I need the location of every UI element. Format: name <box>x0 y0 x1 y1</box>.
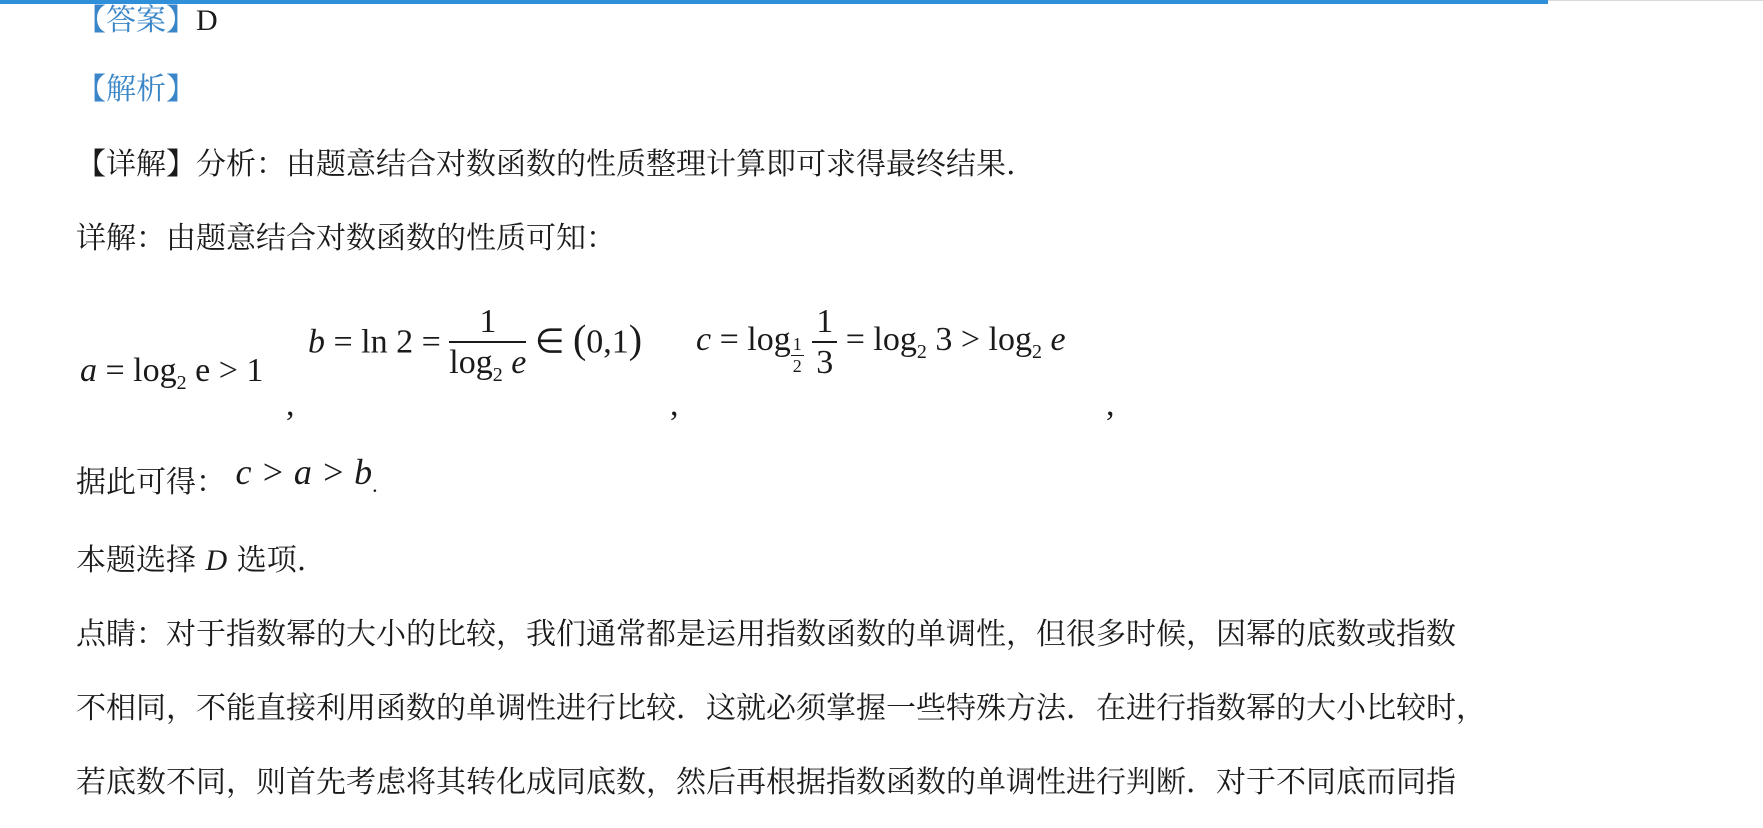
dianjing-line-1: 点睛：对于指数幂的大小的比较，我们通常都是运用指数函数的单调性，但很多时候，因幂的底数或指数 <box>76 617 1456 652</box>
fraction-1-over-log2e: $\frac{1}{\log_2 e}$ <box>449 303 527 387</box>
detail-label: 【详解】 <box>76 147 196 182</box>
choice-suffix: 选项. <box>236 543 307 578</box>
fraction-one-third: $\frac{1}{3}$ <box>812 302 837 382</box>
comma-1: , <box>286 386 295 423</box>
formula-b: b = ln 2 = $\frac{1}{\log_2 e}$ ∈ (0,1) <box>308 303 643 387</box>
conclusion-prefix: 据此可得： <box>76 465 226 500</box>
choice-prefix: 本题选择 <box>76 543 196 578</box>
dianjing-line-2: 不相同，不能直接利用函数的单调性进行比较．这就必须掌握一些特殊方法．在进行指数幂的大小比较时， <box>76 691 1486 726</box>
conclusion-suffix: . <box>372 472 378 497</box>
top-accent-bar <box>0 0 1548 4</box>
comma-2: , <box>670 386 679 423</box>
conclusion-math: c > a > b <box>235 452 373 492</box>
formula-c: c = log $\frac{1}{2}$ $\frac{1}{3}$ = $\log_2 3 > \log_2 e$ <box>696 303 1066 382</box>
analysis-label: 【解析】 <box>76 72 196 107</box>
choice-letter: D <box>205 544 228 577</box>
base-one-half: $\frac{1}{2}$ <box>792 334 802 376</box>
formula-a: $a = \log_2 e > 1$ <box>80 352 264 394</box>
choice-line <box>76 543 307 578</box>
detail-line <box>76 147 1016 182</box>
dianjing-line-3: 若底数不同，则首先考虑将其转化成同底数，然后再根据指数函数的单调性进行判断．对于不同底而同指 <box>76 765 1456 800</box>
detail-intro: 详解：由题意结合对数函数的性质可知： <box>76 221 616 256</box>
top-divider <box>1548 0 1763 1</box>
conclusion-line <box>76 452 378 500</box>
answer-line <box>76 3 218 38</box>
comma-3: , <box>1106 386 1115 423</box>
answer-value: D <box>196 4 218 37</box>
answer-label: 【答案】 <box>76 3 196 38</box>
detail-text: 分析：由题意结合对数函数的性质整理计算即可求得最终结果. <box>196 147 1016 182</box>
